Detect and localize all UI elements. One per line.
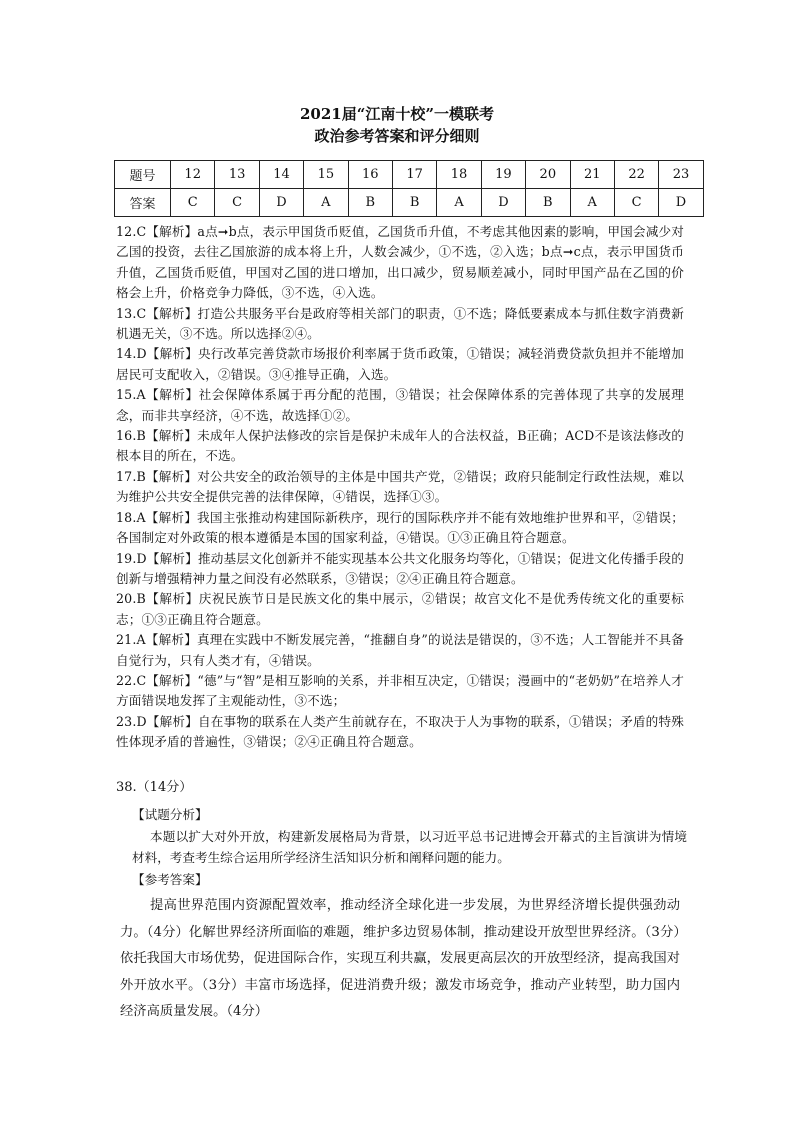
explanation-item: 17.B【解析】对公共安全的政治领导的主体是中国共产党，②错误；政府只能制定行政性法规，难以为维护公共安全提供完善的法律保障，④错误，选择①③。 bbox=[116, 468, 684, 505]
table-cell: 22 bbox=[614, 161, 658, 189]
table-row-answers bbox=[115, 189, 704, 217]
table-cell: 20 bbox=[526, 161, 570, 189]
answer-paragraph: 提高世界范围内资源配置效率，推动经济全球化进一步发展，为世界经济增长提供强劲动力。（4分）化解世界经济所面临的难题，维护多边贸易体制，推动建设开放型世界经济。（3分）依托我国大市场优势，促进国际合作，实现互利共赢，发展更高层次的开放型经济，提高我国对外开放水平。（3分）丰富市场选择，促进消费升级；激发市场竞争，推动产业转型，助力国内经济高质量发展。（4分） bbox=[120, 898, 680, 1019]
table-cell: 23 bbox=[659, 161, 703, 189]
table-cell: 17 bbox=[392, 161, 436, 189]
table-cell: 15 bbox=[304, 161, 348, 189]
table-cell: 12 bbox=[171, 161, 215, 189]
page-subtitle: 政治参考答案和评分细则 bbox=[314, 127, 480, 145]
table-cell: 18 bbox=[437, 161, 481, 189]
table-cell: D bbox=[481, 189, 525, 217]
table-row-numbers bbox=[115, 161, 704, 189]
explanation-item: 18.A【解析】我国主张推动构建国际新秩序，现行的国际秩序并不能有效地维护世界和平，②错误；各国制定对外政策的根本遵循是本国的国家利益，④错误。①③正确且符合题意。 bbox=[116, 509, 684, 546]
answer-table bbox=[114, 160, 704, 217]
table-cell: A bbox=[304, 189, 348, 217]
analysis-text bbox=[132, 827, 687, 868]
table-cell: B bbox=[392, 189, 436, 217]
table-cell: A bbox=[570, 189, 614, 217]
table-cell: 19 bbox=[481, 161, 525, 189]
explanation-item: 22.C【解析】“德”与“智”是相互影响的关系，并非相互决定，①错误；漫画中的“老奶奶”在培养人才方面错误地发挥了主观能动性，③不选； bbox=[116, 672, 684, 709]
table-cell: 21 bbox=[570, 161, 614, 189]
table-cell: 14 bbox=[259, 161, 303, 189]
table-cell: B bbox=[526, 189, 570, 217]
table-cell: D bbox=[659, 189, 703, 217]
analysis-label: 【试题分析】 bbox=[132, 807, 208, 822]
explanation-item: 16.B【解析】未成年人保护法修改的宗旨是保护未成年人的合法权益，B正确；ACD不是该法修改的根本目的所在，不选。 bbox=[116, 428, 684, 464]
row-label: 答案 bbox=[115, 189, 171, 217]
analysis-paragraph: 本题以扩大对外开放，构建新发展格局为背景，以习近平总书记进博会开幕式的主旨演讲为情境材料，考查考生综合运用所学经济生活知识分析和阐释问题的能力。 bbox=[132, 829, 687, 865]
table-cell: C bbox=[614, 189, 658, 217]
explanation-item: 14.D【解析】央行改革完善贷款市场报价利率属于货币政策，①错误；减轻消费贷款负担并不能增加居民可支配收入，②错误。③④推导正确，入选。 bbox=[116, 346, 684, 382]
explanation-item: 23.D【解析】自在事物的联系在人类产生前就存在，不取决于人为事物的联系，①错误；矛盾的特殊性体现矛盾的普遍性，③错误；②④正确且符合题意。 bbox=[116, 713, 684, 750]
row-label: 题号 bbox=[115, 161, 171, 189]
explanation-item: 20.B【解析】庆祝民族节日是民族文化的集中展示，②错误；故宫文化不是优秀传统文化的重要标志；①③正确且符合题意。 bbox=[116, 591, 684, 627]
table-cell: A bbox=[437, 189, 481, 217]
page-title: 2021届“江南十校”一模联考 bbox=[299, 105, 494, 123]
explanations bbox=[116, 222, 684, 753]
table-cell: 16 bbox=[348, 161, 392, 189]
explanation-item: 15.A【解析】社会保障体系属于再分配的范围，③错误；社会保障体系的完善体现了共享的发展理念，而非共享经济，④不选，故选择①②。 bbox=[116, 387, 684, 423]
explanation-item: 19.D【解析】推动基层文化创新并不能实现基本公共文化服务均等化，①错误；促进文化传播手段的创新与增强精神力量之间没有必然联系，③错误；②④正确且符合题意。 bbox=[116, 550, 684, 586]
question-38-heading: 38.（14分） bbox=[116, 780, 193, 795]
table-cell: D bbox=[259, 189, 303, 217]
table-cell: C bbox=[215, 189, 259, 217]
answer-label: 【参考答案】 bbox=[132, 872, 208, 887]
explanation-item: 21.A【解析】真理在实践中不断发展完善，“推翻自身”的说法是错误的，③不选；人工智能并不具备自觉行为，只有人类才有，④错误。 bbox=[116, 632, 684, 668]
table-cell: B bbox=[348, 189, 392, 217]
explanation-item: 13.C【解析】打造公共服务平台是政府等相关部门的职责，①不选；降低要素成本与抓住数字消费新机遇无关，③不选。所以选择②④。 bbox=[116, 305, 684, 342]
reference-answer bbox=[120, 893, 680, 1026]
table-cell: C bbox=[171, 189, 215, 217]
explanation-item: 12.C【解析】a点➞b点，表示甲国货币贬值，乙国货币升值，不考虑其他因素的影响，甲国会减少对乙国的投资，去往乙国旅游的成本将上升，人数会减少，①不选，②入选；b点➞c点，表示甲国货币升值，乙国货币贬值，甲国对乙国的进口增加，出口减少，贸易顺差减小，同时甲国产品在乙国的价格会上升，价格竞争力降低，③不选，④入选。 bbox=[116, 224, 684, 301]
table-cell: 13 bbox=[215, 161, 259, 189]
